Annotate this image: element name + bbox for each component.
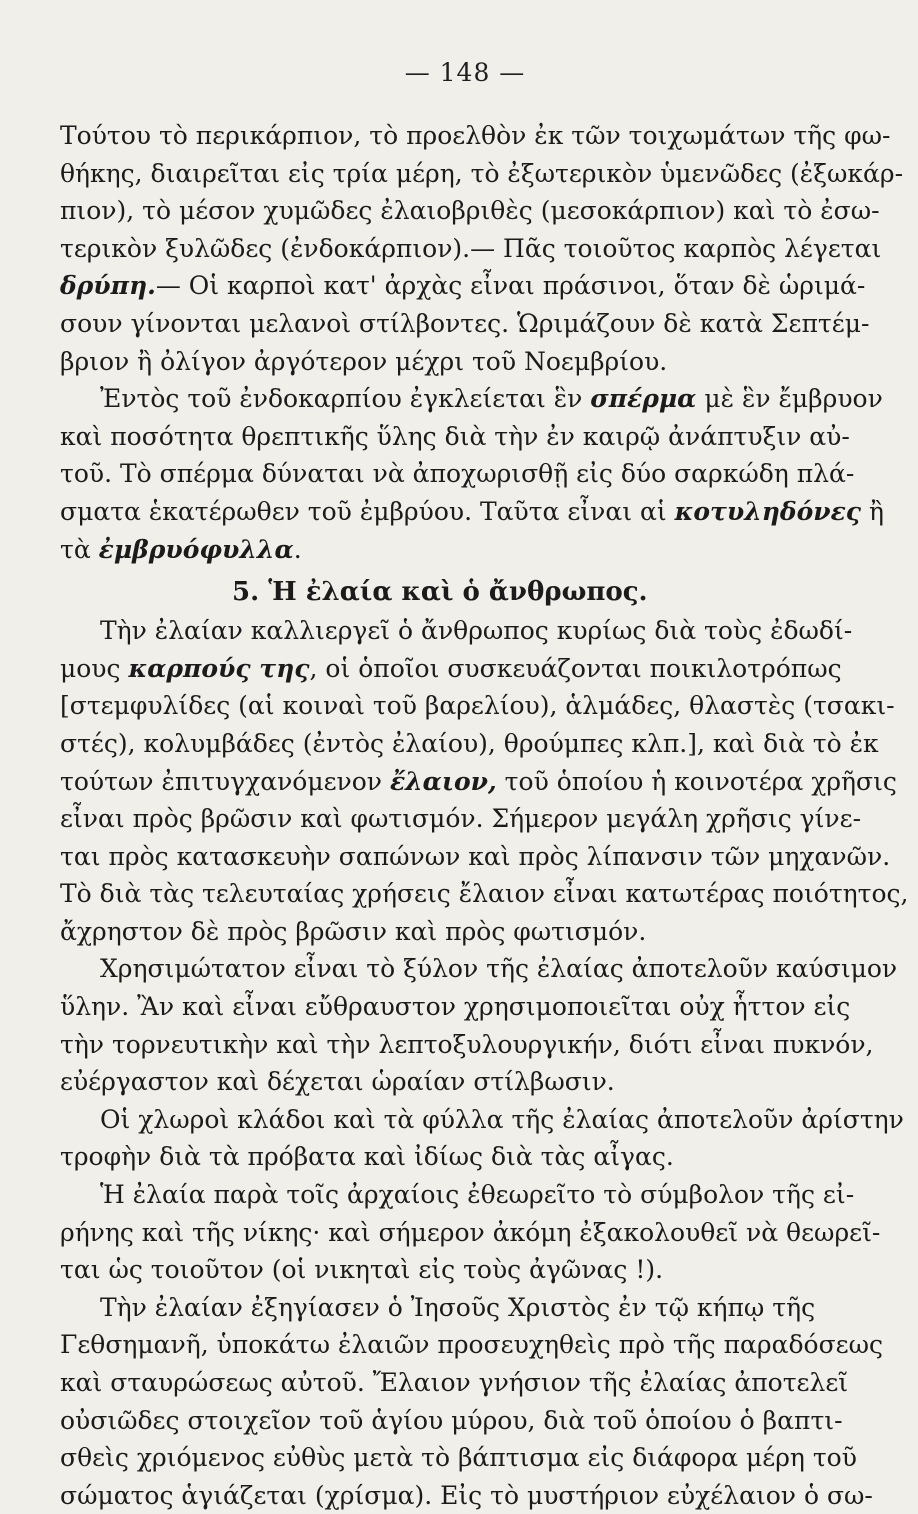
- text-line: Οἱ χλωροὶ κλάδοι καὶ τὰ φύλλα τῆς ἐλαίας ἀποτελοῦν ἀρίστην: [100, 1104, 904, 1134]
- term-seed: σπέρμα: [590, 384, 697, 414]
- term-drupe: δρύπη.: [60, 271, 156, 301]
- paragraph: [60, 1101, 904, 1176]
- text-line: εὐέργαστον καὶ δέχεται ὡραίαν στίλβωσιν.: [60, 1067, 615, 1097]
- paragraph: [60, 1176, 881, 1289]
- text-line: εἶναι πρὸς βρῶσιν καὶ φωτισμόν. Σήμερον μεγάλη χρῆσις γίνε-: [60, 804, 862, 834]
- text-fragment: σματα ἑκατέρωθεν τοῦ ἐμβρύου. Ταῦτα εἶναι αἱ: [60, 496, 675, 526]
- term-its-fruits: καρπούς της: [128, 653, 310, 683]
- text-line: Γεθσημανῆ, ὑποκάτω ἐλαιῶν προσευχηθεὶς πρὸ τῆς παραδόσεως: [60, 1330, 883, 1360]
- text-fragment: , οἱ ὁποῖοι συσκευάζονται ποικιλοτρόπως: [309, 653, 842, 683]
- text-fragment: τούτων ἐπιτυγχανόμενον: [60, 766, 390, 796]
- text-line: σουν γίνονται μελανοὶ στίλβοντες. Ὡριμάζουν δὲ κατὰ Σεπτέμ-: [60, 308, 870, 338]
- text-line: [60, 531, 870, 569]
- text-line: τοῦ. Τὸ σπέρμα δύναται νὰ ἀποχωρισθῇ εἰς δύο σαρκώδη πλά-: [60, 459, 855, 489]
- text-line: Τὴν ἐλαίαν καλλιεργεῖ ὁ ἄνθρωπος κυρίως διὰ τοὺς ἐδωδί-: [100, 616, 853, 646]
- text-line: Τούτου τὸ περικάρπιον, τὸ προελθὸν ἐκ τῶν τοιχωμάτων τῆς φω-: [60, 121, 891, 150]
- text-line: βριον ἢ ὀλίγον ἀργότερον μέχρι τοῦ Νοεμβρίου.: [60, 346, 668, 376]
- text-line: στές), κολυμβάδες (ἐντὸς ἐλαίου), θρούμπες κλπ.], καὶ διὰ τὸ ἐκ: [60, 728, 879, 758]
- text-line: σθεὶς χριόμενος εὐθὺς μετὰ τὸ βάπτισμα εἰς διάφορα μέρη τοῦ: [60, 1443, 857, 1473]
- text-line: σώματος ἁγιάζεται (χρίσμα). Εἰς τὸ μυστήριον εὐχέλαιον ὁ σω-: [60, 1480, 873, 1510]
- text-line: Τὴν ἐλαίαν ἐξηγίασεν ὁ Ἰησοῦς Χριστὸς ἐν τῷ κήπῳ τῆς: [100, 1292, 816, 1322]
- text-line: καὶ ποσότητα θρεπτικῆς ὕλης διὰ τὴν ἐν καιρῷ ἀνάπτυξιν αὐ-: [60, 421, 850, 451]
- text-fragment: Ἐντὸς τοῦ ἐνδοκαρπίου ἐγκλείεται ἓν: [100, 384, 591, 414]
- paragraph: [60, 380, 884, 568]
- text-line: θήκης, διαιρεῖται εἰς τρία μέρη, τὸ ἐξωτερικὸν ὑμενῶδες (ἐξωκάρ-: [60, 158, 904, 188]
- text-line: πιον), τὸ μέσον χυμῶδες ἐλαιοβριθὲς (μεσοκάρπιον) καὶ τὸ ἐσω-: [60, 196, 880, 226]
- text-line: [60, 380, 883, 418]
- text-line: ὕλην. Ἂν καὶ εἶναι εὔθραυστον χρησιμοποιεῖται οὐχ ἧττον εἰς: [60, 992, 851, 1022]
- text-line: [60, 763, 897, 801]
- text-fragment: ἢ: [861, 496, 884, 526]
- text-line: τροφὴν διὰ τὰ πρόβατα καὶ ἰδίως διὰ τὰς αἶγας.: [60, 1142, 674, 1172]
- section-heading: 5. Ἡ ἐλαία καὶ ὁ ἄνθρωπος.: [232, 577, 648, 608]
- text-line: οὐσιῶδες στοιχεῖον τοῦ ἁγίου μύρου, διὰ τοῦ ὁποίου ὁ βαπτι-: [60, 1405, 843, 1435]
- paragraph: [60, 1289, 883, 1514]
- text-fragment: .: [293, 534, 302, 564]
- text-fragment: τοῦ ὁποίου ἡ κοινοτέρα χρῆσις: [496, 766, 897, 796]
- text-fragment: μὲ ἓν ἔμβρυον: [696, 384, 883, 414]
- term-cotyledons: κοτυληδόνες: [674, 496, 862, 526]
- paragraph: [60, 950, 898, 1100]
- text-line: Χρησιμώτατον εἶναι τὸ ξύλον τῆς ἐλαίας ἀποτελοῦν καύσιμον: [100, 954, 898, 984]
- page-number: — 148 —: [404, 58, 526, 87]
- text-line: [στεμφυλίδες (αἱ κοιναὶ τοῦ βαρελίου), ἁλμάδες, θλαστὲς (τσακι-: [60, 691, 895, 721]
- term-oil: ἔλαιον,: [389, 766, 497, 796]
- text-line: ἄχρηστον δὲ πρὸς βρῶσιν καὶ πρὸς φωτισμόν.: [60, 916, 647, 946]
- text-line: ται ὡς τοιοῦτον (οἱ νικηταὶ εἰς τοὺς ἀγῶνας !).: [60, 1255, 664, 1285]
- text-line: [60, 267, 870, 305]
- text-line: καὶ σταυρώσεως αὐτοῦ. Ἔλαιον γνήσιον τῆς ἐλαίας ἀποτελεῖ: [60, 1368, 849, 1397]
- paragraph: [60, 612, 909, 950]
- term-embryo-leaves: ἐμβρυόφυλλα: [98, 534, 294, 564]
- text-fragment: τὰ: [60, 534, 99, 564]
- text-line: ρήνης καὶ τῆς νίκης· καὶ σήμερον ἀκόμη ἐξακολουθεῖ νὰ θεωρεῖ-: [60, 1217, 881, 1247]
- text-line: τερικὸν ξυλῶδες (ἐνδοκάρπιον).— Πᾶς τοιοῦτος καρπὸς λέγεται: [60, 233, 882, 263]
- text-line: Ἡ ἐλαία παρὰ τοῖς ἀρχαίοις ἐθεωρεῖτο τὸ σύμβολον τῆς εἰ-: [100, 1180, 855, 1210]
- text-line: τὴν τορνευτικὴν καὶ τὴν λεπτοξυλουργικήν, διότι εἶναι πυκνόν,: [60, 1029, 874, 1059]
- text-line: [60, 493, 884, 531]
- text-line: Τὸ διὰ τὰς τελευταίας χρήσεις ἔλαιον εἶναι κατωτέρας ποιότητος,: [60, 879, 909, 909]
- text-block-2: [60, 612, 909, 1514]
- text-line: [60, 650, 870, 688]
- text-block-1: [60, 117, 904, 568]
- text-fragment: μους: [60, 653, 129, 683]
- text-line: ται πρὸς κατασκευὴν σαπώνων καὶ πρὸς λίπανσιν τῶν μηχανῶν.: [60, 841, 891, 871]
- paragraph: [60, 117, 904, 380]
- text-fragment: — Οἱ καρποὶ κατ' ἀρχὰς εἶναι πράσινοι, ὅταν δὲ ὡριμά-: [155, 271, 866, 301]
